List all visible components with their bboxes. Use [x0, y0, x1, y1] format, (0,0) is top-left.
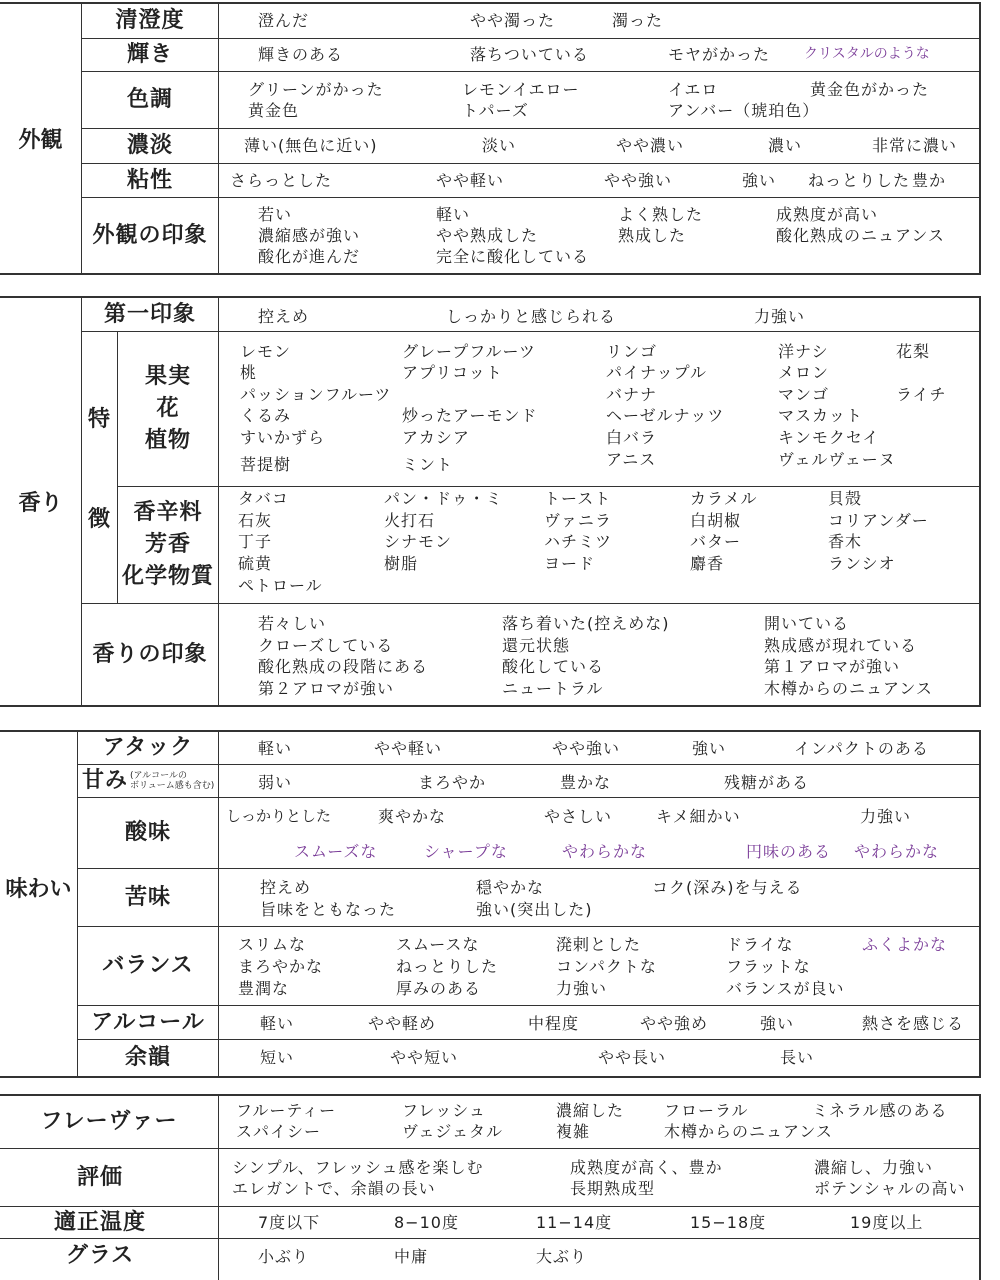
acidity-item: しっかりとした	[226, 807, 332, 825]
finish-item: やや長い	[598, 1048, 667, 1067]
alcohol-item: やや軽め	[368, 1014, 437, 1033]
hue-item: 黄金色	[248, 101, 300, 120]
viscosity-item: やや軽い	[436, 171, 505, 190]
fruit-flower-plant-label	[118, 332, 218, 486]
attack-label: アタック	[102, 735, 194, 761]
glass-label: グラス	[65, 1243, 135, 1269]
acidity-item: 力強い	[860, 807, 912, 826]
appearance-impression-item: 酸化熟成のニュアンス	[776, 226, 945, 245]
appearance-impression-item: 濃縮感が強い	[258, 226, 361, 245]
spice-item: ハチミツ	[544, 532, 613, 551]
fruit-item: グレープフルーツ	[402, 342, 536, 361]
balance-item: ドライな	[726, 935, 794, 954]
intensity-item: やや濃い	[616, 136, 685, 155]
bitterness-item: コク(深み)を与える	[652, 878, 803, 897]
finish-label: 余韻	[124, 1045, 171, 1071]
spice-item: ヨード	[544, 554, 596, 573]
temperature-item: 19度以上	[850, 1213, 924, 1232]
plant-label: 植物	[144, 427, 191, 453]
temperature-item: 11−14度	[536, 1213, 613, 1232]
alcohol-item: 熱さを感じる	[862, 1014, 965, 1033]
evaluation-label: 評価	[76, 1164, 123, 1190]
balance-item: 溌剌とした	[556, 935, 642, 954]
fruit-item: 菩提樹	[240, 455, 292, 474]
appearance-impression-item: 完全に酸化している	[436, 247, 590, 266]
brilliance-item: クリスタルのような	[804, 46, 930, 62]
brilliance-item: モヤがかった	[668, 45, 771, 64]
aroma-impression-item: 落ち着いた(控えめな)	[502, 614, 670, 633]
spice-item: 麝香	[690, 554, 725, 573]
spice-item: 火打石	[384, 511, 436, 530]
aroma-impression-item: 木樽からのニュアンス	[764, 679, 933, 698]
glass-item: 大ぶり	[536, 1247, 588, 1266]
sweetness-label	[78, 765, 218, 797]
fruit-item: 炒ったアーモンド	[402, 406, 538, 425]
sweetness-item: まろやか	[418, 773, 487, 792]
flavor-item: フローラル	[664, 1101, 749, 1120]
evaluation-item: シンプル、フレッシュ感を楽しむ	[232, 1158, 484, 1177]
acidity-item: キメ細かい	[656, 807, 741, 826]
sweetness-note-line: ボリューム感も含む)	[130, 781, 215, 791]
temperature-item: 7度以下	[258, 1213, 321, 1232]
sweetness-title: 甘み	[82, 768, 129, 794]
bitterness-item: 旨味をともなった	[260, 900, 397, 919]
aroma-impression-item: クローズしている	[258, 636, 394, 655]
spice-item: 丁子	[238, 532, 273, 551]
balance-item: ねっとりした	[396, 957, 499, 976]
fruit-item: アプリコット	[402, 363, 503, 382]
fruit-item: リンゴ	[606, 342, 658, 361]
fruit-item: すいかずら	[240, 428, 326, 447]
appearance-impression-item: 軽い	[436, 205, 471, 224]
evaluation-item: エレガントで、余韻の長い	[232, 1179, 436, 1198]
evaluation-item: 成熟度が高く、豊か	[570, 1158, 723, 1177]
flavor-item: ミネラル感のある	[812, 1101, 948, 1120]
clarity-item: やや濁った	[470, 11, 556, 30]
attack-item: やや軽い	[374, 739, 443, 758]
acidity-item: やわらかな	[562, 842, 648, 861]
fruit-item: 白バラ	[606, 428, 658, 447]
attack-item: インパクトのある	[794, 739, 929, 758]
acidity-item: やさしい	[544, 807, 613, 826]
hue-item: レモンイエロー	[462, 80, 580, 99]
brilliance-label: 輝き	[126, 42, 173, 68]
flavor-label: フレーヴァー	[40, 1109, 178, 1135]
fruit-item: メロン	[778, 363, 830, 382]
acidity-label: 酸味	[124, 820, 171, 846]
bitterness-item: 強い(突出した)	[476, 900, 593, 919]
glass-item: 小ぶり	[258, 1247, 310, 1266]
evaluation-item: 長期熟成型	[570, 1179, 656, 1198]
viscosity-item: ねっとりした	[808, 171, 911, 190]
hue-item: 黄金色がかった	[810, 80, 930, 99]
bitterness-item: 控えめ	[260, 878, 312, 897]
balance-item: バランスが良い	[726, 979, 845, 998]
spice-item: ペトロール	[238, 576, 323, 595]
balance-label: バランス	[102, 953, 194, 979]
hue-item: トパーズ	[462, 101, 529, 120]
spice-label: 香辛料	[133, 500, 203, 526]
aroma-impression-item: 熟成感が現れている	[764, 636, 918, 655]
balance-item: 厚みのある	[396, 979, 482, 998]
alcohol-item: 軽い	[260, 1014, 295, 1033]
finish-item: 短い	[260, 1048, 295, 1067]
viscosity-item: やや強い	[604, 171, 673, 190]
aromatic-label: 芳香	[144, 532, 191, 558]
fruit-item: マスカット	[778, 406, 863, 425]
clarity-item: 澄んだ	[258, 11, 310, 30]
evaluation-item: ポテンシャルの高い	[814, 1179, 966, 1198]
spice-item: カラメル	[690, 489, 758, 508]
fruit-item: ミント	[402, 455, 454, 474]
fruit-item: くるみ	[240, 406, 292, 425]
appearance-impression-item: 若い	[258, 205, 293, 224]
flower-label: 花	[156, 396, 180, 422]
spice-item: 硫黄	[238, 554, 273, 573]
alcohol-item: 強い	[760, 1014, 795, 1033]
appearance-impression-item: 酸化が進んだ	[258, 247, 361, 266]
aroma-impression-item: 第２アロマが強い	[258, 679, 395, 698]
sweetness-item: 豊かな	[560, 773, 612, 792]
aroma-impression-item: 還元状態	[502, 636, 571, 655]
spice-item: タバコ	[238, 489, 289, 508]
attack-item: やや強い	[552, 739, 621, 758]
acidity-item: 爽やかな	[378, 807, 447, 826]
flavor-item: 木樽からのニュアンス	[664, 1122, 833, 1141]
spice-item: コリアンダー	[828, 511, 929, 530]
appearance-section-title: 外観	[18, 128, 63, 153]
flavor-item: フレッシュ	[402, 1101, 486, 1120]
intensity-item: 濃い	[768, 136, 803, 155]
flavor-item: 複雑	[556, 1122, 591, 1141]
aroma-impression-item: 若々しい	[258, 614, 327, 633]
viscosity-item: さらっとした	[230, 171, 333, 190]
sweetness-note	[130, 771, 214, 791]
aroma-impression-item: 酸化熟成の段階にある	[258, 657, 429, 676]
spice-item: トースト	[544, 489, 612, 508]
aroma-impression-item: 酸化している	[502, 657, 605, 676]
spice-item: 貝殻	[828, 489, 863, 508]
feature-label-bottom: 徴	[87, 507, 111, 533]
balance-item: スリムな	[238, 935, 307, 954]
sweetness-item: 弱い	[258, 773, 293, 792]
bitterness-label: 苦味	[124, 884, 171, 910]
fruit-item: ヴェルヴェーヌ	[778, 450, 896, 469]
viscosity-item: 豊か	[912, 171, 947, 190]
temperature-item: 15−18度	[690, 1213, 767, 1232]
balance-item: フラットな	[726, 957, 811, 976]
appearance-impression-item: やや熟成した	[436, 226, 539, 245]
flavor-item: ヴェジェタル	[402, 1122, 504, 1141]
fruit-item: 花梨	[896, 342, 931, 361]
brilliance-item: 輝きのある	[258, 45, 344, 64]
intensity-item: 淡い	[482, 136, 517, 155]
clarity-item: 濁った	[612, 11, 664, 30]
spice-item: シナモン	[384, 532, 453, 551]
appearance-impression-item: 成熟度が高い	[776, 205, 879, 224]
aroma-section-title: 香り	[18, 491, 63, 516]
flavor-item: 濃縮した	[556, 1101, 625, 1120]
glass-item: 中庸	[394, 1247, 429, 1266]
fruit-item: 桃	[240, 363, 258, 382]
hue-item: イエロ	[668, 80, 719, 99]
balance-item: 豊潤な	[238, 979, 290, 998]
first-impression-item: しっかりと感じられる	[446, 307, 617, 326]
temperature-label: 適正温度	[53, 1209, 146, 1235]
first-impression-label: 第一印象	[103, 301, 196, 327]
finish-item: やや短い	[390, 1048, 459, 1067]
acidity-item: 円味のある	[746, 842, 832, 861]
aroma-impression-item: 開いている	[764, 614, 850, 633]
fruit-item: パッションフルーツ	[240, 385, 392, 404]
hue-item: グリーンがかった	[248, 80, 384, 99]
bitterness-item: 穏やかな	[476, 878, 545, 897]
spice-item: 香木	[828, 532, 863, 551]
fruit-item: バナナ	[606, 385, 658, 404]
alcohol-label: アルコール	[91, 1009, 205, 1035]
sweetness-item: 残糖がある	[724, 773, 810, 792]
sweetness-note-line: (アルコールの	[130, 771, 187, 781]
feature-label-top: 特	[87, 407, 111, 433]
aroma-impression-label: 香りの印象	[92, 641, 208, 667]
attack-item: 強い	[692, 739, 727, 758]
alcohol-item: やや強め	[640, 1014, 709, 1033]
appearance-impression-item: よく熟した	[618, 205, 704, 224]
flavor-item: フルーティー	[236, 1101, 337, 1120]
spice-item: パン・ドゥ・ミ	[384, 489, 503, 508]
spice-item: ヴァニラ	[544, 511, 612, 530]
intensity-item: 薄い(無色に近い)	[244, 136, 378, 155]
attack-item: 軽い	[258, 739, 293, 758]
fruit-item: マンゴ	[778, 385, 830, 404]
balance-item: スムースな	[396, 935, 480, 954]
aroma-impression-item: ニュートラル	[502, 679, 604, 698]
taste-section-title: 味わい	[5, 876, 72, 902]
intensity-item: 非常に濃い	[872, 136, 958, 155]
first-impression-item: 力強い	[754, 307, 806, 326]
fruit-item: 洋ナシ	[778, 342, 829, 361]
temperature-item: 8−10度	[394, 1213, 459, 1232]
acidity-item: やわらかな	[854, 842, 940, 861]
first-impression-item: 控えめ	[258, 307, 310, 326]
finish-item: 長い	[780, 1048, 815, 1067]
flavor-item: スパイシー	[236, 1122, 322, 1141]
fruit-item: アカシア	[402, 428, 470, 447]
spice-item: ランシオ	[828, 554, 896, 573]
fruit-item: キンモクセイ	[778, 428, 880, 447]
balance-item: まろやかな	[238, 957, 324, 976]
acidity-item: シャープな	[424, 842, 508, 861]
fruit-item: アニス	[606, 450, 657, 469]
spice-item: 白胡椒	[690, 511, 742, 530]
fruit-item: パイナップル	[606, 363, 708, 382]
fruit-label: 果実	[144, 364, 191, 390]
spice-item: バター	[690, 532, 742, 551]
alcohol-item: 中程度	[528, 1014, 580, 1033]
appearance-impression-item: 熟成した	[618, 226, 687, 245]
brilliance-item: 落ちついている	[470, 45, 589, 64]
chemical-label: 化学物質	[121, 563, 214, 589]
spice-aromatic-chemical-label	[118, 487, 218, 603]
hue-item: アンバー（琥珀色）	[668, 101, 820, 120]
balance-item: ふくよかな	[862, 935, 948, 954]
balance-item: コンパクトな	[556, 957, 657, 976]
spice-item: 石灰	[238, 511, 273, 530]
evaluation-item: 濃縮し、力強い	[814, 1158, 934, 1177]
appearance-impression-label: 外観の印象	[92, 222, 208, 248]
acidity-item: スムーズな	[294, 842, 378, 861]
viscosity-item: 強い	[742, 171, 777, 190]
fruit-item: レモン	[240, 342, 292, 361]
intensity-label: 濃淡	[126, 133, 173, 159]
aroma-impression-item: 第１アロマが強い	[764, 657, 901, 676]
viscosity-label: 粘性	[126, 167, 173, 193]
spice-item: 樹脂	[384, 554, 419, 573]
clarity-label: 清澄度	[115, 8, 185, 34]
hue-label: 色調	[126, 87, 173, 113]
balance-item: 力強い	[556, 979, 608, 998]
fruit-item: ヘーゼルナッツ	[606, 406, 725, 425]
fruit-item: ライチ	[896, 385, 947, 404]
